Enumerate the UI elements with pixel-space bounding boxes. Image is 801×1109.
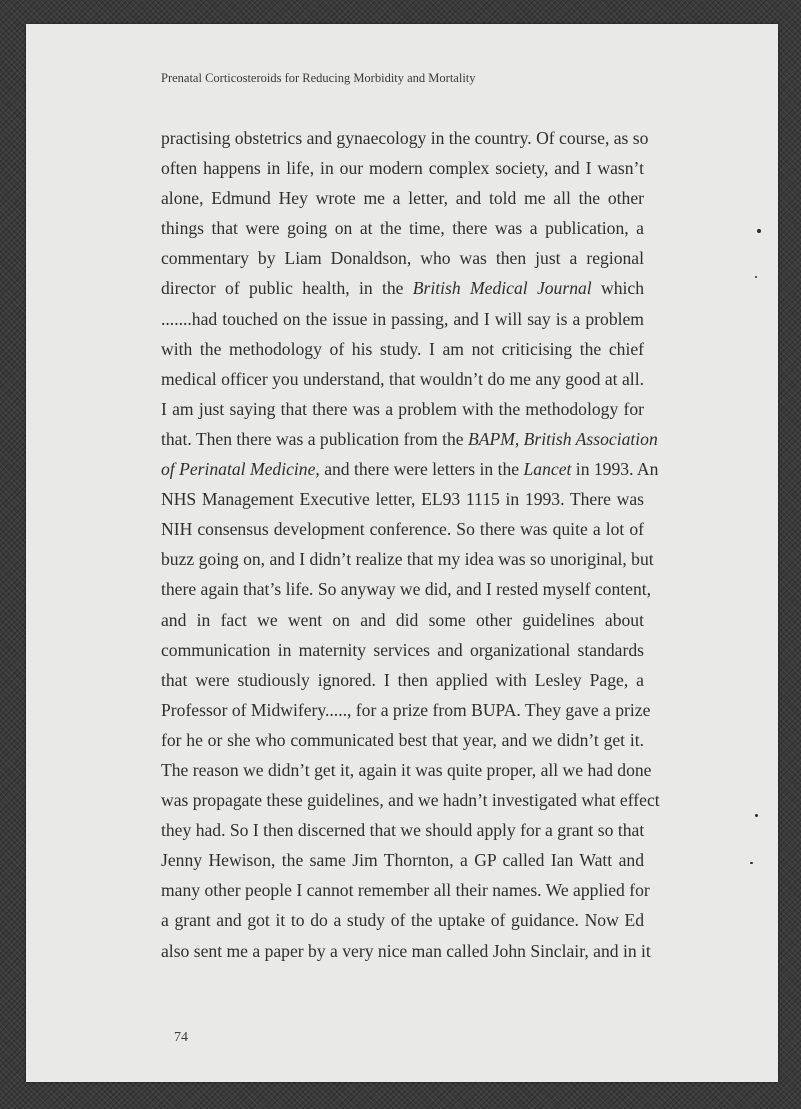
text-line: medical officer you understand, that wouldn’t do me any good at all. xyxy=(161,368,644,389)
text-line: alone, Edmund Hey wrote me a letter, and told me all the other xyxy=(161,188,644,209)
paper-speck xyxy=(757,229,761,233)
text-line: of Perinatal Medicine, and there were letters in the Lancet in 1993. An xyxy=(161,459,659,480)
text-line: buzz going on, and I didn’t realize that my idea was so unoriginal, but xyxy=(161,549,654,570)
paper-speck xyxy=(750,862,753,864)
text-line: commentary by Liam Donaldson, who was then just a regional xyxy=(161,248,644,269)
text-line: with the methodology of his study. I am not criticising the chief xyxy=(161,338,644,359)
text-line: that. Then there was a publication from the BAPM, British Association xyxy=(161,428,658,449)
text-line: Professor of Midwifery....., for a prize from BUPA. They gave a prize xyxy=(161,699,651,720)
text-line: a grant and got it to do a study of the uptake of guidance. Now Ed xyxy=(161,910,644,931)
text-line: The reason we didn’t get it, again it was quite proper, all we had done xyxy=(161,759,652,780)
text-line: they had. So I then discerned that we should apply for a grant so that xyxy=(161,820,645,841)
paper-speck xyxy=(755,276,757,278)
page-number: 74 xyxy=(174,1030,188,1045)
text-line: often happens in life, in our modern complex society, and I wasn’t xyxy=(161,158,644,179)
text-line: practising obstetrics and gynaecology in the country. Of course, as so xyxy=(161,128,649,148)
body-text xyxy=(161,123,660,966)
text-line: and in fact we went on and did some other guidelines about xyxy=(161,609,644,630)
document-page xyxy=(26,24,778,1082)
text-line: NIH consensus development conference. So there was quite a lot of xyxy=(161,519,644,540)
text-line: also sent me a paper by a very nice man called John Sinclair, and in it xyxy=(161,940,651,961)
text-line: that were studiously ignored. I then applied with Lesley Page, a xyxy=(161,669,644,690)
running-head: Prenatal Corticosteroids for Reducing Morbidity and Mortality xyxy=(161,71,476,85)
text-line: many other people I cannot remember all their names. We applied for xyxy=(161,880,650,901)
text-line: things that were going on at the time, there was a publication, a xyxy=(161,218,644,239)
text-line: Jenny Hewison, the same Jim Thornton, a GP called Ian Watt and xyxy=(161,850,644,871)
paper-speck xyxy=(755,814,758,817)
text-line: for he or she who communicated best that year, and we didn’t get it. xyxy=(161,729,644,750)
text-line: was propagate these guidelines, and we hadn’t investigated what effect xyxy=(161,790,660,811)
text-line: I am just saying that there was a problem with the methodology for xyxy=(161,398,644,419)
text-line: NHS Management Executive letter, EL93 1115 in 1993. There was xyxy=(161,489,644,510)
text-line: .......had touched on the issue in passing, and I will say is a problem xyxy=(161,308,644,329)
text-line: director of public health, in the British Medical Journal which xyxy=(161,278,644,299)
text-line: communication in maternity services and organizational standards xyxy=(161,639,644,660)
text-line: there again that’s life. So anyway we did, and I rested myself content, xyxy=(161,579,652,600)
